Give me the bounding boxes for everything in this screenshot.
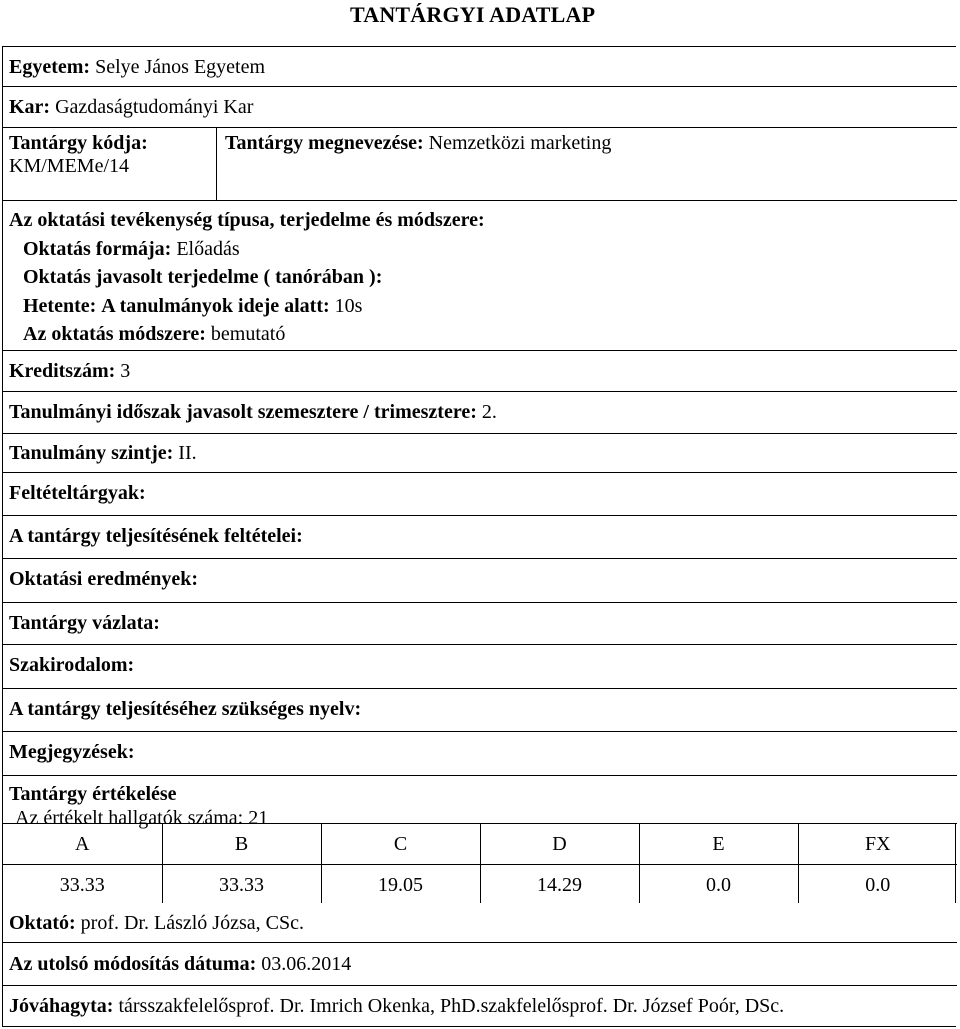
language-row: [3, 689, 957, 732]
notes-row: [3, 732, 957, 776]
lecturer-row: [3, 903, 957, 943]
grade-cell: FX: [798, 824, 957, 865]
credits-value: 3: [120, 360, 131, 382]
notes-label: Megjegyzések:: [9, 741, 135, 763]
last-modified-value: 03.06.2014: [261, 953, 352, 975]
course-name-cell: [225, 132, 611, 155]
literature-label: Szakirodalom:: [9, 654, 135, 676]
evaluation-row: [3, 776, 957, 829]
semester-value: 2.: [481, 401, 497, 423]
approval-label: Jóváhagyta:: [9, 995, 114, 1017]
outcomes-row: [3, 559, 957, 603]
teaching-weekly-label: Hetente:: [23, 294, 97, 317]
level-value: II.: [178, 442, 197, 464]
credits-label: Kreditszám:: [9, 360, 116, 382]
grade-header-row: [3, 824, 957, 865]
percentage-cell: 0.0: [798, 865, 957, 906]
course-code-cell: [3, 128, 217, 200]
semester-row: [3, 392, 957, 434]
percentage-cell: 14.29: [480, 865, 639, 906]
teaching-scope-label: Oktatás javasolt terjedelme ( tanórában ):: [23, 266, 383, 288]
university-label: Egyetem:: [9, 56, 91, 78]
prerequisites-row: [3, 473, 957, 516]
percentage-cell: 33.33: [3, 865, 162, 906]
course-name-label: Tantárgy megnevezése:: [225, 132, 424, 154]
lecturer-value: prof. Dr. László Józsa, CSc.: [80, 912, 304, 934]
grade-cell: A: [3, 824, 162, 865]
semester-label: Tanulmányi időszak javasolt szemesztere / trimesztere:: [9, 401, 477, 423]
grade-distribution-table: [3, 823, 957, 906]
evaluation-count-label: Az értékelt hallgatók száma:: [15, 807, 244, 829]
evaluation-heading: Tantárgy értékelése: [9, 783, 177, 805]
grade-cell: C: [321, 824, 480, 865]
faculty-label: Kar:: [9, 96, 51, 118]
teaching-method-value: bemutató: [210, 323, 286, 345]
percentage-cell: 33.33: [162, 865, 321, 906]
lecturer-label: Oktató:: [9, 912, 76, 934]
grade-cell: D: [480, 824, 639, 865]
prerequisites-label: Feltételtárgyak:: [9, 482, 146, 504]
percentage-cell: 19.05: [321, 865, 480, 906]
grade-percentage-row: [3, 865, 957, 906]
university-row: [3, 47, 957, 87]
teaching-heading: Az oktatási tevékenység típusa, terjedelme és módszere:: [9, 209, 485, 231]
language-label: A tantárgy teljesítéséhez szükséges nyelv:: [9, 698, 362, 720]
document-title: TANTÁRGYI ADATLAP: [350, 2, 596, 27]
teaching-method: [9, 320, 957, 349]
grade-cell: B: [162, 824, 321, 865]
course-code-value: KM/MEMe/14: [9, 155, 129, 177]
faculty-row: [3, 87, 957, 128]
teaching-weekly: [9, 292, 957, 321]
course-code-label: Tantárgy kódja:: [9, 132, 148, 154]
outline-row: [3, 603, 957, 645]
evaluation-count-value: 21: [248, 807, 269, 829]
course-datasheet: [2, 46, 956, 1027]
outcomes-label: Oktatási eredmények:: [9, 568, 199, 590]
teaching-duration-value: 10s: [334, 294, 363, 317]
university-value: Selye János Egyetem: [95, 56, 266, 78]
credits-row: [3, 351, 957, 392]
level-label: Tanulmány szintje:: [9, 442, 174, 464]
approval-row: [3, 986, 957, 1026]
level-row: [3, 434, 957, 473]
outline-label: Tantárgy vázlata:: [9, 612, 160, 634]
requirements-label: A tantárgy teljesítésének feltételei:: [9, 525, 303, 547]
literature-row: [3, 645, 957, 689]
teaching-form: [9, 235, 957, 264]
last-modified-label: Az utolsó módosítás dátuma:: [9, 953, 257, 975]
last-modified-row: [3, 943, 957, 986]
teaching-method-label: Az oktatás módszere:: [23, 323, 206, 345]
grade-cell: E: [639, 824, 798, 865]
approval-value: társszakfelelősprof. Dr. Imrich Okenka, PhD.szakfelelősprof. Dr. József Poór, DSc.: [118, 995, 785, 1017]
percentage-cell: 0.0: [639, 865, 798, 906]
requirements-row: [3, 516, 957, 559]
teaching-duration-label: A tanulmányok ideje alatt:: [101, 294, 330, 317]
course-id-row: [3, 128, 957, 201]
teaching-form-value: Előadás: [176, 237, 240, 260]
course-name-value: Nemzetközi marketing: [428, 132, 612, 154]
teaching-row: [3, 201, 957, 351]
teaching-form-label: Oktatás formája:: [23, 237, 172, 260]
faculty-value: Gazdaságtudományi Kar: [55, 96, 254, 118]
